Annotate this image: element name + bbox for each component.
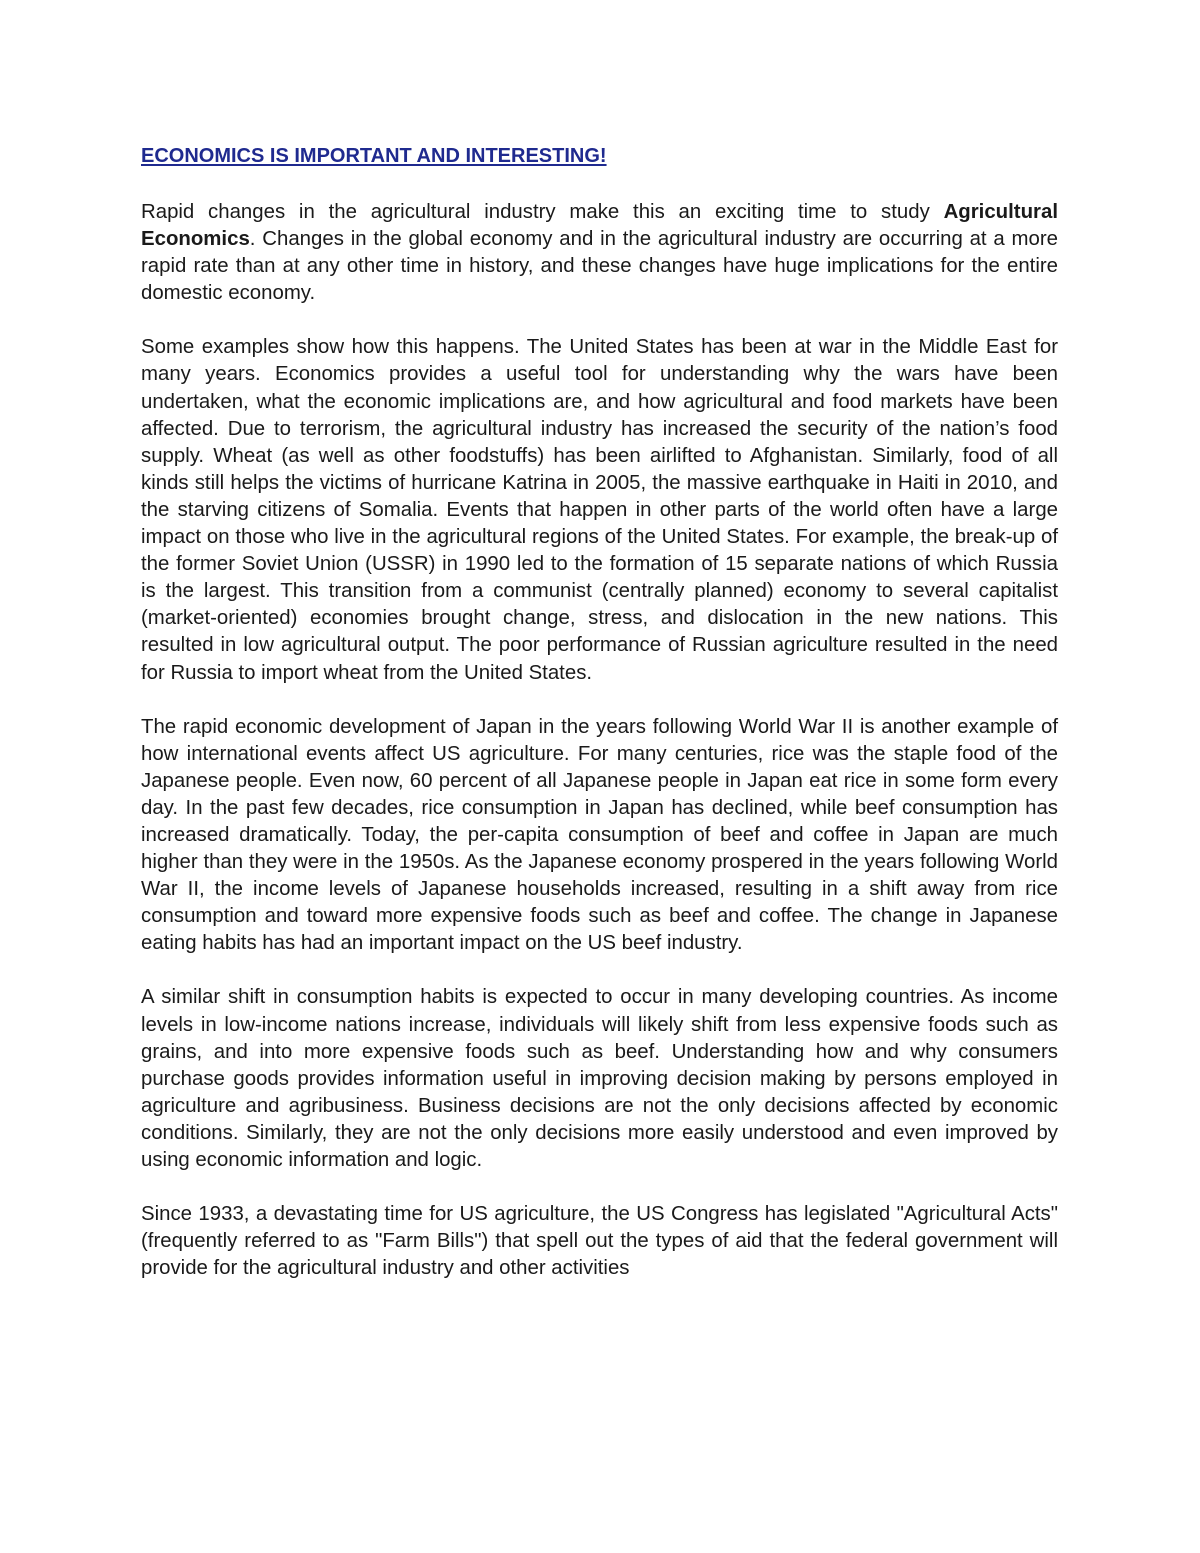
paragraph-intro-text-end: . Changes in the global economy and in the agricultural industry are occurring at a more rapid rate than at any other time in history, and these changes have huge implications for the entire domestic economy. (141, 228, 1058, 305)
paragraph-examples: Some examples show how this happens. The United States has been at war in the Middle East for many years. Economics provides a useful tool for understanding why the wars have been undertaken, what the economic implications are, and how agricultural and food markets have been affected. Due to terrorism, the agricultural industry has increased the security of the nation’s food supply. Wheat (as well as other foodstuffs) has been airlifted to Afghanistan. Similarly, food of all kinds still helps the victims of hurricane Katrina in 2005, the massive earthquake in Haiti in 2010, and the starving citizens of Somalia. Events that happen in other parts of the world often have a large impact on those who live in the agricultural regions of the United States. For example, the break-up of the former Soviet Union (USSR) in 1990 led to the formation of 15 separate nations of which Russia is the largest. This transition from a communist (centrally planned) economy to several capitalist (market-oriented) economies brought change, stress, and dislocation in the new nations. This resulted in low agricultural output. The poor performance of Russian agriculture resulted in the need for Russia to import wheat from the United States. (141, 336, 1058, 684)
paragraph-intro (141, 199, 1058, 307)
bold-term: Agricultural Economics (141, 201, 1058, 251)
document-page (141, 143, 1058, 1282)
paragraph-farm-bills: Since 1933, a devastating time for US agriculture, the US Congress has legislated "Agricultural Acts" (frequently referred to as "Farm Bills") that spell out the types of aid that the federal government will provide for the agricultural industry and other activities (141, 1203, 1058, 1280)
paragraph-developing-countries: A similar shift in consumption habits is expected to occur in many developing countries. As income levels in low-income nations increase, individuals will likely shift from less expensive foods such as grains, and into more expensive foods such as beef. Understanding how and why consumers purchase goods provides information useful in improving decision making by persons employed in agriculture and agribusiness. Business decisions are not the only decisions affected by economic conditions. Similarly, they are not the only decisions more easily understood and even improved by using economic information and logic. (141, 986, 1058, 1171)
paragraph-intro-text-start: Rapid changes in the agricultural industry make this an exciting time to study (141, 201, 944, 223)
paragraph-japan: The rapid economic development of Japan in the years following World War II is another example of how international events affect US agriculture. For many centuries, rice was the staple food of the Japanese people. Even now, 60 percent of all Japanese people in Japan eat rice in some form every day. In the past few decades, rice consumption in Japan has declined, while beef consumption has increased dramatically. Today, the per-capita consumption of beef and coffee in Japan are much higher than they were in the 1950s. As the Japanese economy prospered in the years following World War II, the income levels of Japanese households increased, resulting in a shift away from rice consumption and toward more expensive foods such as beef and coffee. The change in Japanese eating habits has had an important impact on the US beef industry. (141, 715, 1058, 955)
page-title: ECONOMICS IS IMPORTANT AND INTERESTING! (141, 145, 607, 167)
